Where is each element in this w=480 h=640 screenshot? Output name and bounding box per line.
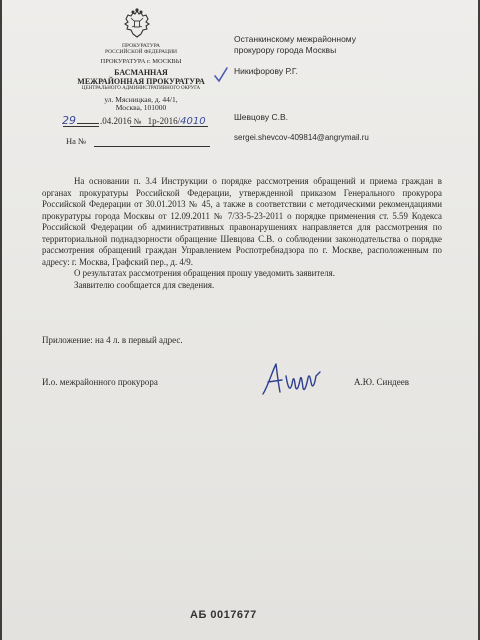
body-paragraph-1: На основании п. 3.4 Инструкции о порядке рассмотрения обращений и приема граждан в органах прокуратуры Российской Федерации, утвержденной приказом Генерального прокурора Российской Федерации от 30.01.2013 № 45, а также в соответствии с методическими рекомендациями прокуратуры города Москвы от 12.09.2011 № 7/33-5-23-2011 о порядке применения ст. 5.59 Кодекса Российской Федерации об административных правонарушениях направляется для рассмотрения по территориальной поднадзорности обращение Шевцова С.В. о соблюдении законодательства о порядке рассмотрения обращений граждан Управлением Роспотребнадзора по г. Москве, расположенным по адресу: г. Москва, Графский пер., д. 4/9. bbox=[42, 176, 442, 267]
recipient-line-4: Шевцову С.В. bbox=[234, 112, 289, 122]
recipient-block-2 bbox=[234, 112, 369, 144]
date-day: 29 bbox=[62, 114, 76, 127]
recipient-line-3: Никифорову Р.Г. bbox=[234, 65, 298, 76]
ref-underline-field bbox=[94, 146, 210, 147]
district-line-1: БАСМАННАЯ bbox=[114, 68, 168, 78]
org-line-1: ПРОКУРАТУРА bbox=[122, 43, 160, 49]
number-underline-field bbox=[130, 126, 208, 127]
district-line-2: МЕЖРАЙОННАЯ ПРОКУРАТУРА bbox=[77, 76, 205, 86]
number-label: № bbox=[133, 117, 142, 126]
signatory-position: И.о. межрайонного прокурора bbox=[42, 377, 158, 387]
number-handwritten: 4010 bbox=[180, 116, 206, 127]
ref-label: На № bbox=[66, 136, 87, 146]
org-header bbox=[66, 44, 216, 112]
signatory-name: А.Ю. Синдеев bbox=[354, 377, 409, 387]
document-page bbox=[2, 0, 478, 640]
coat-of-arms-emblem bbox=[122, 8, 152, 41]
recipient-block-1 bbox=[234, 34, 356, 77]
handwritten-signature bbox=[260, 358, 328, 402]
address-line-2: Москва, 101000 bbox=[115, 103, 167, 113]
attachment-line: Приложение: на 4 л. в первый адрес. bbox=[42, 335, 183, 345]
check-mark-icon bbox=[214, 67, 228, 83]
address-line-1: ул. Мясницкая, д. 44/1, bbox=[104, 95, 178, 105]
body-paragraph-3: Заявителю сообщается для сведения. bbox=[74, 279, 215, 290]
district-line-3: ЦЕНТРАЛЬНОГО АДМИНИСТРАТИВНОГО ОКРУГА bbox=[81, 86, 201, 92]
recipient-line-1: Останкинскому межрайонному bbox=[234, 34, 356, 44]
body-paragraph-2: О результатах рассмотрения обращения прошу уведомить заявителя. bbox=[74, 268, 335, 278]
recipient-email: sergei.shevcov-409814@angrymail.ru bbox=[234, 133, 369, 143]
recipient-line-2: прокурору города Москвы bbox=[234, 45, 337, 56]
date-rest: .04.2016 bbox=[100, 116, 132, 126]
number-prefix: 1р-2016/ bbox=[147, 116, 181, 126]
org-line-2: РОССИЙСКОЙ ФЕДЕРАЦИИ bbox=[104, 48, 178, 55]
letter-body bbox=[42, 176, 442, 291]
date-underline-field bbox=[63, 126, 99, 127]
date-underline bbox=[77, 123, 99, 124]
city-office: ПРОКУРАТУРА г. МОСКВЫ bbox=[100, 57, 182, 65]
serial-number: АБ 0017677 bbox=[190, 609, 257, 621]
ref-line bbox=[66, 136, 86, 146]
